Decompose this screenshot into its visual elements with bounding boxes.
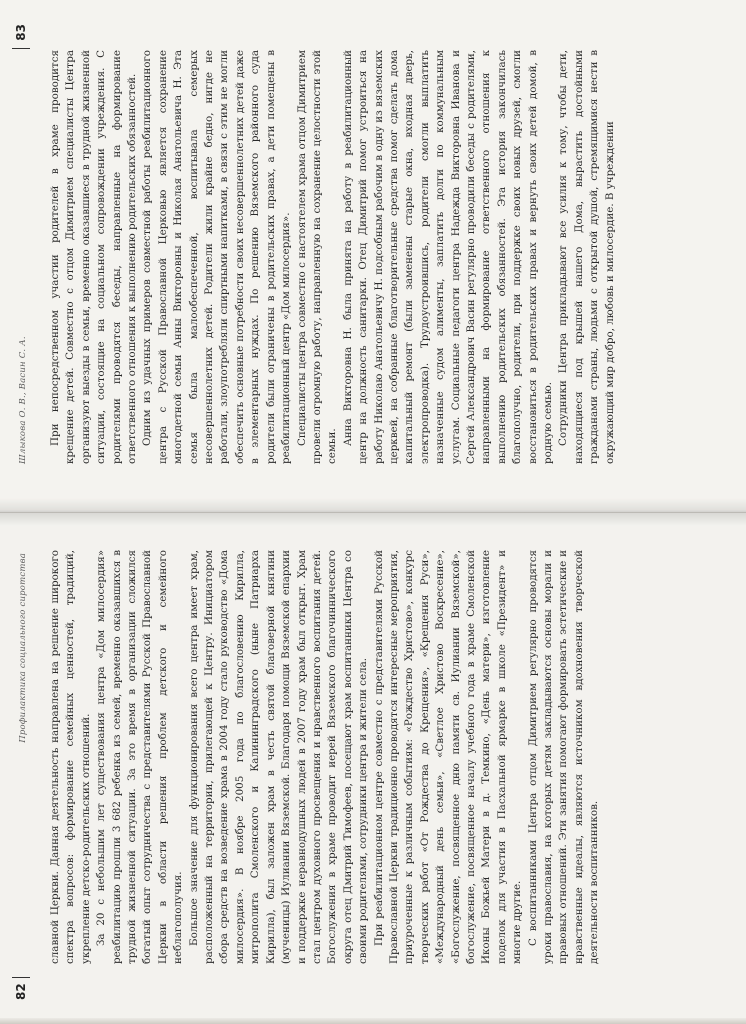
paragraph: Сотрудники Центра прикладывают все усилия к тому, чтобы дети, находящиеся под крышей нашего Дома, вырастить достойными гражданами страны, людьми с открытой душой, стремящимися нести в окружающий мир добро, любовь и милосердие. В учреждении — [557, 50, 616, 464]
paragraph: славной Церкви. Данная деятельность направлена на решение широкого спектра вопросов: формирование семейных ценностей, традиций, укрепление детско-родительских отношений. — [49, 550, 92, 964]
paragraph: При непосредственном участии родителей в храме проводится крещение детей. Совместно с отцом Димитрием специалисты Центра организуют выезды в семьи, временно оказавшиеся в трудной жизненной ситуации, состоящие на социальном сопровождении учреждения. С родителями проводятся беседы, направленные на формирование ответственного отношения к выполнению родительских обязанностей. — [49, 50, 139, 464]
paragraph: Одним из удачных примеров совместной работы реабилитационного центра с Русской Православной Церковью является сохранение многодетной семьи Анны Викторовны и Николая Анатольевича Н. Эта семья была малообеспеченной, воспитывала семерых несовершеннолетних детей. Родители жили крайне бедно, нигде не работали, злоупотребляли спиртными напитками, в связи с этим не могли обеспечить основные потребности своих несовершеннолетних детей даже в элементарных нуждах. По решению Вяземского районного суда родители были ограничены в родительских правах, а дети помещены в реабилитационный центр «Дом милосердия». — [141, 50, 293, 464]
page-number-right: 83 — [14, 24, 28, 41]
paragraph: За 20 с небольшим лет существования центра «Дом милосердия» реабилитацию прошли 3 682 ребенка из семей, временно оказавшихся в трудной жизненной ситуации. За это время в организации сложился богатый опыт сотрудничества с представителями Русской Православной Церкви в области решения проблем детского и семейного неблагополучия. — [95, 550, 185, 964]
running-head-left: Профилактика социального сиротства — [18, 553, 28, 743]
page-edge — [0, 1018, 746, 1024]
paragraph: Специалисты центра совместно с настоятелем храма отцом Димитрием провели огромную работу, направленную на сохранение целостности этой семьи. — [295, 50, 339, 464]
running-head-right: Шлыкова О. В., Васин С. А. — [18, 336, 28, 464]
page-number-rule — [12, 48, 30, 49]
left-body-text — [48, 550, 603, 964]
paragraph: При реабилитационном центре совместно с представителями Русской Православной Церкви традиционно проводятся интересные мероприятия, приуроченные к различным событиям: «Рождество Христово», конкурс творческих работ «От Рождества до Крещения», «Крещения Руси», «Международный день семьи», «Светлое Христово Воскресение», «Богослужение, посвященное дню памяти св. Иулиании Вяземской», богослужение, посвященное началу учебного года в храме Смоленской Иконы Божьей Матери в д. Темкино, «День матери», изготовление поделок для участия в Пасхальной ярмарке в школе «Президент» и многие другие. — [372, 550, 524, 964]
left-page — [0, 512, 746, 1024]
paragraph: Большое значение для функционирования всего центра имеет храм, расположенный на территории, прилегающей к Центру. Инициатором сбора средств на возведение храма в 2004 году стало руководство «Дома милосердия». В ноябре 2005 года по благословению Кирилла, митрополита Смоленского и Калининградского (ныне Патриарха Кирилла), был заложен храм в честь святой благоверной княгини (мученицы) Иулиании Вяземской. Благодаря помощи Вяземской епархии и поддержке неравнодушных людей в 2007 году храм был открыт. Храм стал центром духовного просвещения и нравственного воспитания детей. Богослужения в храме проводит иерей Вяземского благочиннического округа отец Дмитрий Тимофеев, посещают храм воспитанники Центра со своими родителями, сотрудники центра и жители села. — [187, 550, 370, 964]
book-gutter-shadow — [0, 498, 746, 526]
paragraph: С воспитанниками Центра отцом Димитрием регулярно проводятся уроки православия, на которых детям закладываются основы морали и правовых отношений. Эти занятия помогают формировать эстетические и нравственные идеалы, являются источником вдохновения творческой деятельности воспитанников. — [526, 550, 601, 964]
page-number-left: 82 — [14, 983, 28, 1000]
right-body-text — [48, 50, 618, 464]
paragraph: Анна Викторовна Н. была принята на работу в реабилитационный центр на должность санитарки. Отец Димитрий помог устроиться на работу Николаю Анатольевичу Н. подсобным рабочим в одну из вяземских церквей, на собранные благотворительные средства помог сделать дома капитальный ремонт (были заменены старые окна, входная дверь, электропроводка). Трудоустроившись, родители смогли выплатить назначенные судом алименты, заплатить долги по коммунальным услугам. Социальные педагоги центра Надежда Викторовна Иванова и Сергей Александрович Васин регулярно проводили беседы с родителями, направленными на формирование ответственного отношения к выполнению родительских обязанностей. Эта история закончилась благополучно, родители, при поддержке своих новых друзей, смогли восстановиться в родительских правах и вернуть своих детей домой, в родную семью. — [341, 50, 554, 464]
page-number-rule — [12, 977, 30, 978]
